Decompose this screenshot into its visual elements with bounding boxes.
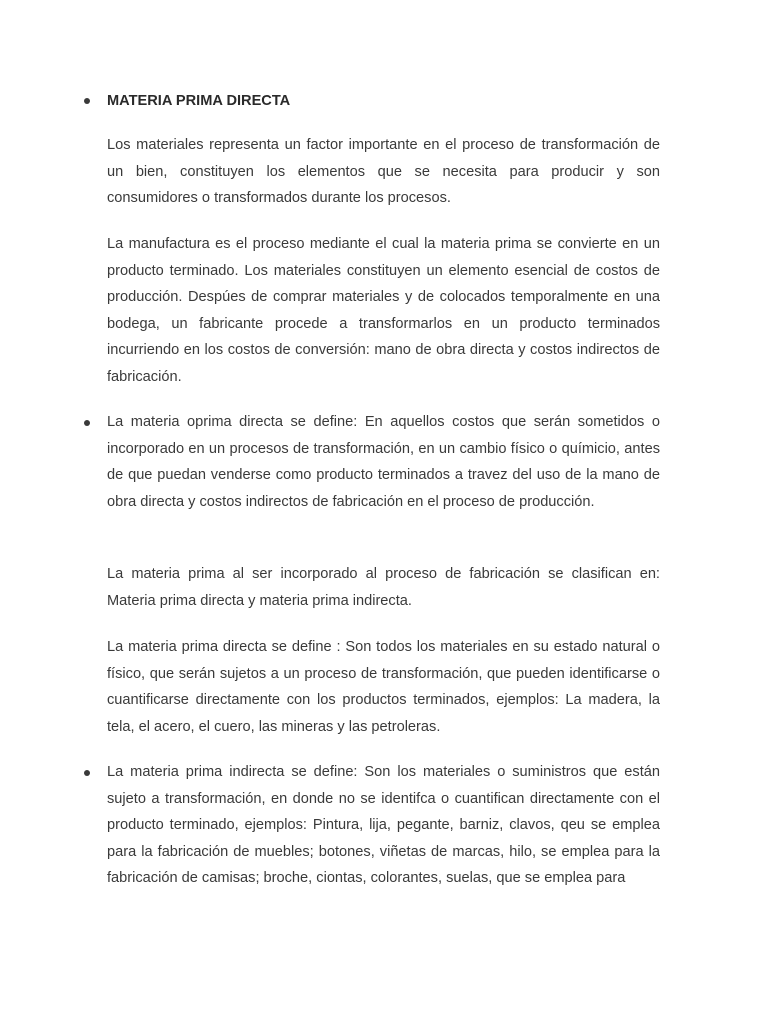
paragraph-6: La materia prima indirecta se define: Son los materiales o suministros que están sujeto a transformación, en donde no se identifca o cuantifican directamente con el producto terminado, ejemplos: Pintura, lija, pegante, barniz, clavos, qeu se emplea para la fabricación de muebles; botones, viñetas de marcas, hilo, se emplea para la fabricación de camisas; broche, ciontas, colorantes, suelas, que se emplea para bbox=[107, 764, 660, 886]
bullet-paragraph-3 bbox=[84, 420, 90, 426]
section-heading: MATERIA PRIMA DIRECTA bbox=[107, 93, 291, 109]
paragraph-2: La manufactura es el proceso mediante el cual la materia prima se convierte en un producto terminado. Los materiales constituyen un elemento esencial de costos de producción. Despúes de comprar materiales y de colocados temporalmente en una bodega, un fabricante procede a transformarlos en un producto terminados incurriendo en los costos de conversión: mano de obra directa y costos indirectos de fabricación. bbox=[107, 236, 660, 385]
paragraph-5: La materia prima directa se define : Son todos los materiales en su estado natural o físico, que serán sujetos a un proceso de transformación, que pueden identificarse o cuantificarse directamente con los productos terminados, ejemplos: La madera, la tela, el acero, el cuero, las mineras y las petroleras. bbox=[107, 639, 660, 735]
paragraph-3: La materia oprima directa se define: En aquellos costos que serán sometidos o incorporado en un procesos de transformación, en un cambio físico o químicio, antes de que puedan venderse como producto terminados a travez del uso de la mano de obra directa y costos indirectos de fabricación en el proceso de producción. bbox=[107, 414, 660, 510]
paragraph-1: Los materiales representa un factor importante en el proceso de transformación de un bien, constituyen los elementos que se necesita para producir y son consumidores o transformados durante los procesos. bbox=[107, 137, 660, 206]
paragraph-4: La materia prima al ser incorporado al proceso de fabricación se clasifican en: Materia prima directa y materia prima indirecta. bbox=[107, 566, 660, 609]
bullet-paragraph-6 bbox=[84, 770, 90, 776]
bullet-heading bbox=[84, 98, 90, 104]
